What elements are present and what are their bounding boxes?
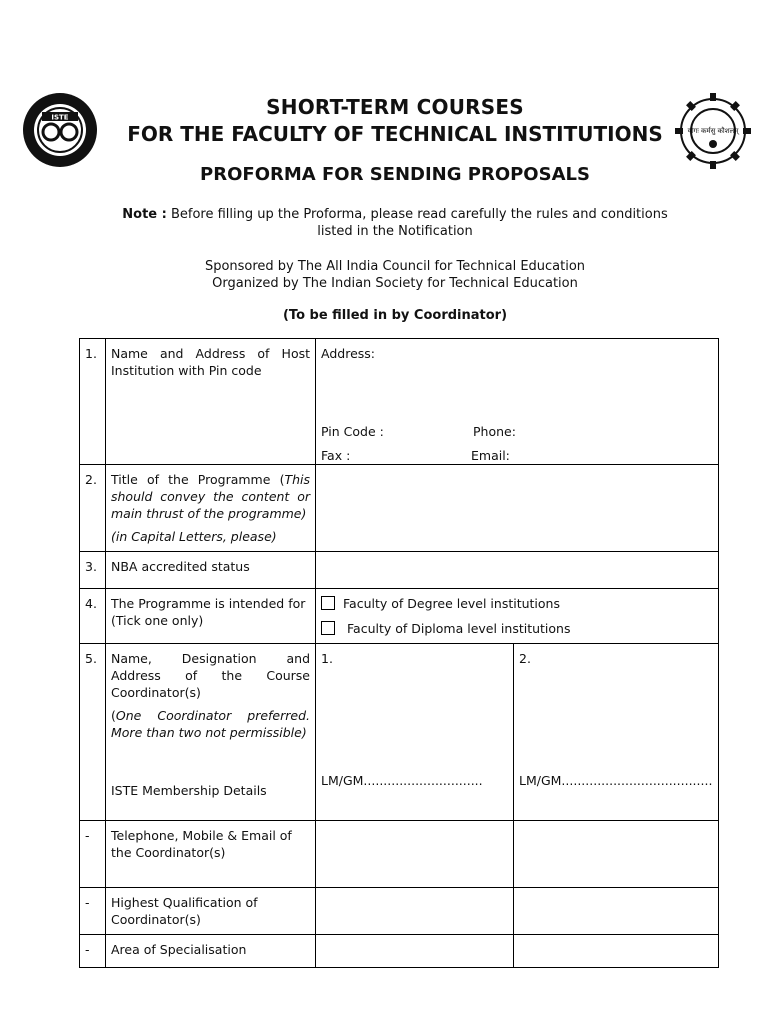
sponsored-by: Sponsored by The All India Council for Technical Education bbox=[204, 259, 586, 274]
row-label: The Programme is intended for (Tick one only) bbox=[106, 589, 316, 644]
svg-text:योगः कर्मसु कौशलम्: योगः कर्मसु कौशलम् bbox=[687, 127, 739, 135]
row-label: NBA accredited status bbox=[106, 552, 316, 589]
row-number: 2. bbox=[80, 465, 106, 552]
email-label: Email: bbox=[471, 448, 510, 463]
coordinator-1-lm: LM/GM.............................. bbox=[321, 773, 483, 788]
address-label: Address: bbox=[321, 346, 375, 361]
intended-for-field bbox=[316, 589, 719, 644]
fill-instruction: (To be filled in by Coordinator) bbox=[282, 308, 508, 323]
telephone-1-field[interactable] bbox=[316, 821, 514, 888]
coordinator-label: Name, Designation and Address of the Course Coordinator(s) bbox=[111, 651, 310, 700]
row-number: - bbox=[80, 935, 106, 968]
option-diploma[interactable] bbox=[321, 620, 713, 637]
proforma-title: PROFORMA FOR SENDING PROPOSALS bbox=[200, 164, 590, 185]
telephone-2-field[interactable] bbox=[514, 821, 719, 888]
organized-by: Organized by The Indian Society for Technical Education bbox=[212, 276, 578, 291]
specialisation-1-field[interactable] bbox=[316, 935, 514, 968]
sponsor-block bbox=[100, 258, 690, 292]
fax-label: Fax : bbox=[321, 448, 351, 463]
table-row bbox=[80, 465, 719, 552]
row-label: Area of Specialisation bbox=[106, 935, 316, 968]
coordinator-1-field[interactable] bbox=[316, 644, 514, 821]
row-label: Telephone, Mobile & Email of the Coordinator(s) bbox=[106, 821, 316, 888]
coordinator-2-lm: LM/GM...................................... bbox=[519, 773, 713, 788]
table-row bbox=[80, 935, 719, 968]
svg-text:ISTE: ISTE bbox=[51, 113, 69, 122]
row-number: 3. bbox=[80, 552, 106, 589]
row-number: 1. bbox=[80, 339, 106, 465]
table-row bbox=[80, 888, 719, 935]
checkbox-diploma[interactable] bbox=[321, 621, 335, 635]
pin-code-label: Pin Code : bbox=[321, 424, 384, 439]
option-degree-label: Faculty of Degree level institutions bbox=[343, 596, 560, 611]
option-diploma-label: Faculty of Diploma level institutions bbox=[347, 621, 571, 636]
note-text-2: listed in the Notification bbox=[317, 224, 473, 239]
option-degree[interactable] bbox=[321, 595, 713, 612]
label-italic: One Coordinator preferred. More than two not permissible) bbox=[111, 708, 310, 740]
note-text-1: Before filling up the Proforma, please read carefully the rules and conditions bbox=[170, 207, 668, 222]
coordinator-2-number: 2. bbox=[519, 651, 531, 666]
row-label bbox=[106, 644, 316, 821]
host-institution-field[interactable] bbox=[316, 339, 719, 465]
title-line-2: FOR THE FACULTY OF TECHNICAL INSTITUTIONS bbox=[127, 122, 663, 146]
nba-status-field[interactable] bbox=[316, 552, 719, 589]
row-number: - bbox=[80, 821, 106, 888]
note-label: Note : bbox=[122, 207, 167, 222]
qualification-2-field[interactable] bbox=[514, 888, 719, 935]
programme-title-field[interactable] bbox=[316, 465, 719, 552]
qualification-1-field[interactable] bbox=[316, 888, 514, 935]
row-label: Highest Qualification of Coordinator(s) bbox=[106, 888, 316, 935]
note bbox=[100, 206, 690, 240]
label-plain: Title of the Programme ( bbox=[111, 472, 285, 487]
table-row bbox=[80, 339, 719, 465]
label-note: (in Capital Letters, please) bbox=[111, 529, 277, 544]
label-italic: This should convey the content or main thrust of the programme) bbox=[111, 472, 310, 521]
table-row bbox=[80, 821, 719, 888]
membership-label: ISTE Membership Details bbox=[111, 783, 267, 798]
coordinator-2-field[interactable] bbox=[514, 644, 719, 821]
label-paren: ( bbox=[111, 708, 116, 723]
row-label bbox=[106, 465, 316, 552]
row-label: Name and Address of Host Institution with Pin code bbox=[106, 339, 316, 465]
row-number: 4. bbox=[80, 589, 106, 644]
table-row bbox=[80, 589, 719, 644]
proposal-form-table bbox=[79, 338, 719, 968]
row-number: - bbox=[80, 888, 106, 935]
title-line-1: SHORT-TERM COURSES bbox=[266, 95, 524, 119]
row-number: 5. bbox=[80, 644, 106, 821]
checkbox-degree[interactable] bbox=[321, 596, 335, 610]
phone-label: Phone: bbox=[473, 424, 516, 439]
coordinator-1-number: 1. bbox=[321, 651, 333, 666]
table-row bbox=[80, 644, 719, 821]
specialisation-2-field[interactable] bbox=[514, 935, 719, 968]
table-row bbox=[80, 552, 719, 589]
